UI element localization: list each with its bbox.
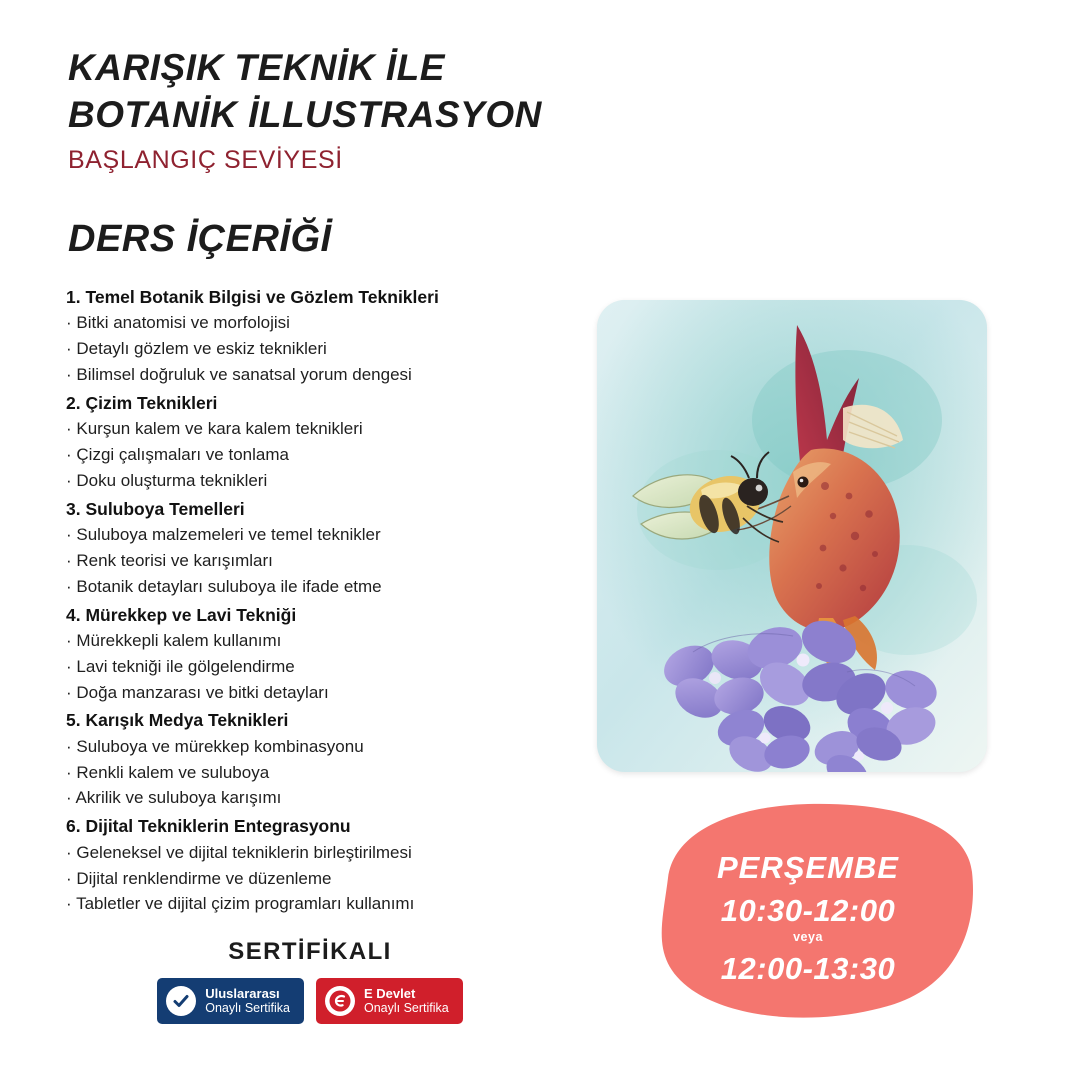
badge-edevlet-certificate: [316, 978, 463, 1024]
schedule-badge: [640, 800, 976, 1022]
certificate-badges: [0, 978, 620, 1024]
schedule-day: PERŞEMBE: [717, 849, 899, 885]
syllabus-item: · Suluboya ve mürekkep kombinasyonu: [66, 736, 364, 756]
course-level-subtitle: BAŞLANGIÇ SEVİYESİ: [68, 145, 343, 174]
syllabus-item: · Bilimsel doğruluk ve sanatsal yorum dengesi: [66, 365, 412, 385]
badge-subtitle: Onaylı Sertifika: [205, 1001, 290, 1016]
syllabus-item: · Renk teorisi ve karışımları: [66, 550, 273, 570]
syllabus-item: · Doku oluşturma teknikleri: [66, 470, 268, 490]
syllabus-list: [66, 282, 586, 917]
badge-title: Uluslararası: [205, 985, 280, 1001]
course-title-line-2: BOTANİK İLLUSTRASYON: [68, 94, 542, 136]
syllabus-item: · Renkli kalem ve suluboya: [66, 762, 270, 782]
syllabus-item: · Mürekkepli kalem kullanımı: [66, 630, 282, 650]
syllabus-section-title: 4. Mürekkep ve Lavi Tekniği: [66, 604, 297, 625]
syllabus-item: · Doğa manzarası ve bitki detayları: [66, 682, 329, 702]
badge-international-certificate: [157, 978, 304, 1024]
syllabus-item: · Lavi tekniği ile gölgelendirme: [66, 656, 295, 676]
watercolor-illustration-svg: [597, 300, 987, 772]
syllabus-item: · Çizgi çalışmaları ve tonlama: [66, 445, 289, 465]
syllabus-item: · Geleneksel ve dijital tekniklerin birleştirilmesi: [66, 842, 412, 862]
course-title-line-1: KARIŞIK TEKNİK İLE: [68, 47, 445, 88]
syllabus-item: · Detaylı gözlem ve eskiz teknikleri: [66, 339, 327, 359]
e-devlet-icon: [325, 986, 355, 1016]
schedule-or-label: veya: [793, 929, 823, 944]
syllabus-section-title: 5. Karışık Medya Teknikleri: [66, 710, 289, 731]
course-artwork: [597, 300, 987, 772]
certificate-label: SERTİFİKALI: [228, 938, 392, 965]
schedule-time-second: 12:00-13:30: [720, 950, 896, 986]
syllabus-item: · Suluboya malzemeleri ve temel teknikler: [66, 525, 381, 545]
syllabus-section-title: 6. Dijital Tekniklerin Entegrasyonu: [66, 816, 351, 837]
syllabus-item: · Bitki anatomisi ve morfolojisi: [66, 313, 290, 333]
syllabus-section-title: 2. Çizim Teknikleri: [66, 392, 218, 413]
schedule-text-group: [640, 800, 976, 1022]
syllabus-item: · Botanik detayları suluboya ile ifade etme: [66, 576, 382, 596]
syllabus-item: · Tabletler ve dijital çizim programları kullanımı: [66, 894, 415, 914]
syllabus-heading: DERS İÇERİĞİ: [68, 218, 332, 260]
poster-header: [68, 44, 628, 175]
syllabus-section-title: 1. Temel Botanik Bilgisi ve Gözlem Teknikleri: [66, 287, 439, 307]
syllabus-item: · Akrilik ve suluboya karışımı: [66, 788, 282, 808]
badge-subtitle: Onaylı Sertifika: [364, 1001, 449, 1016]
check-icon: [166, 986, 196, 1016]
badge-title: E Devlet: [364, 985, 416, 1001]
syllabus-item: · Kurşun kalem ve kara kalem teknikleri: [66, 419, 363, 439]
schedule-time-first: 10:30-12:00: [720, 892, 896, 928]
syllabus-item: · Dijital renklendirme ve düzenleme: [66, 868, 332, 888]
syllabus-section-title: 3. Suluboya Temelleri: [66, 498, 245, 519]
